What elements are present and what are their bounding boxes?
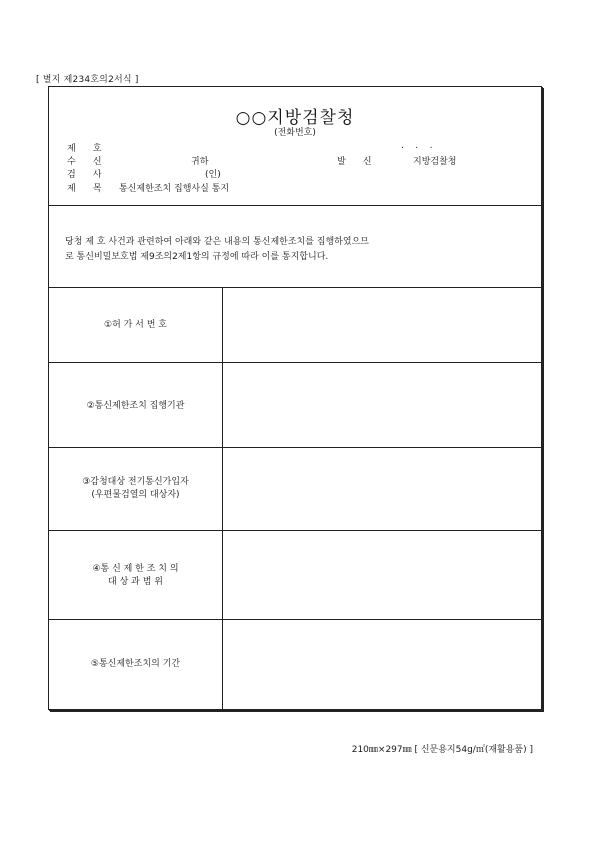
row-label-period [49,658,222,671]
sender-label: 발 신 [337,157,372,167]
form-frame [48,86,542,710]
row-label-scope [49,563,222,589]
recipient-label: 수 신 [67,157,102,167]
form-title: ○○지방검찰청 [235,108,355,128]
subject-label: 제 목 [67,184,102,194]
notice-line-2: 로 통신비밀보호법 제9조의2제1항의 규정에 따라 이를 통지합니다. [65,252,329,262]
row-label-executing-agency [49,400,222,413]
notice-line-1: 당청 제 호 사건과 관련하여 아래와 같은 내용의 통신제한조치를 집행하였으므 [65,237,369,247]
sender-value: 지방검찰청 [413,157,457,167]
row-label-line: 대 상 과 범 위 [108,577,163,587]
document-number-label: 제 호 [67,144,102,154]
row-divider [49,362,541,363]
table-top-border [49,287,541,288]
row-divider [49,447,541,448]
phone-number-label: (전화번호) [274,128,316,138]
notice-body [65,235,527,265]
recipient-honorific: 귀하 [191,157,209,167]
form-number-label: [ 별지 제234호의2서식 ] [36,75,139,85]
date-field: . . . [401,141,433,151]
prosecutor-label: 검 사 [67,170,102,180]
row-label-line: ⑤통신제한조치의 기간 [90,659,181,669]
paper-spec-footer: 210㎜×297㎜ [ 신문용지54g/㎡(재활용품) ] [351,745,533,755]
subject-value: 통신제한조치 집행사실 통지 [119,184,230,194]
table-column-divider [222,287,223,709]
row-label-line: (우편물검열의 대상자) [91,490,180,500]
row-label-line: ②통신제한조치 집행기관 [86,401,185,411]
row-label-line: ①허 가 서 번 호 [104,320,167,330]
row-label-surveillance-target [49,476,222,502]
row-label-line: ③감청대상 전기통신가입자 [82,477,189,487]
row-divider [49,619,541,620]
row-label-permit-number [49,319,222,332]
row-label-line: ④통 신 제 한 조 치 의 [92,564,179,574]
seal-mark: (인) [205,170,221,180]
header-divider [49,205,541,206]
row-divider [49,530,541,531]
